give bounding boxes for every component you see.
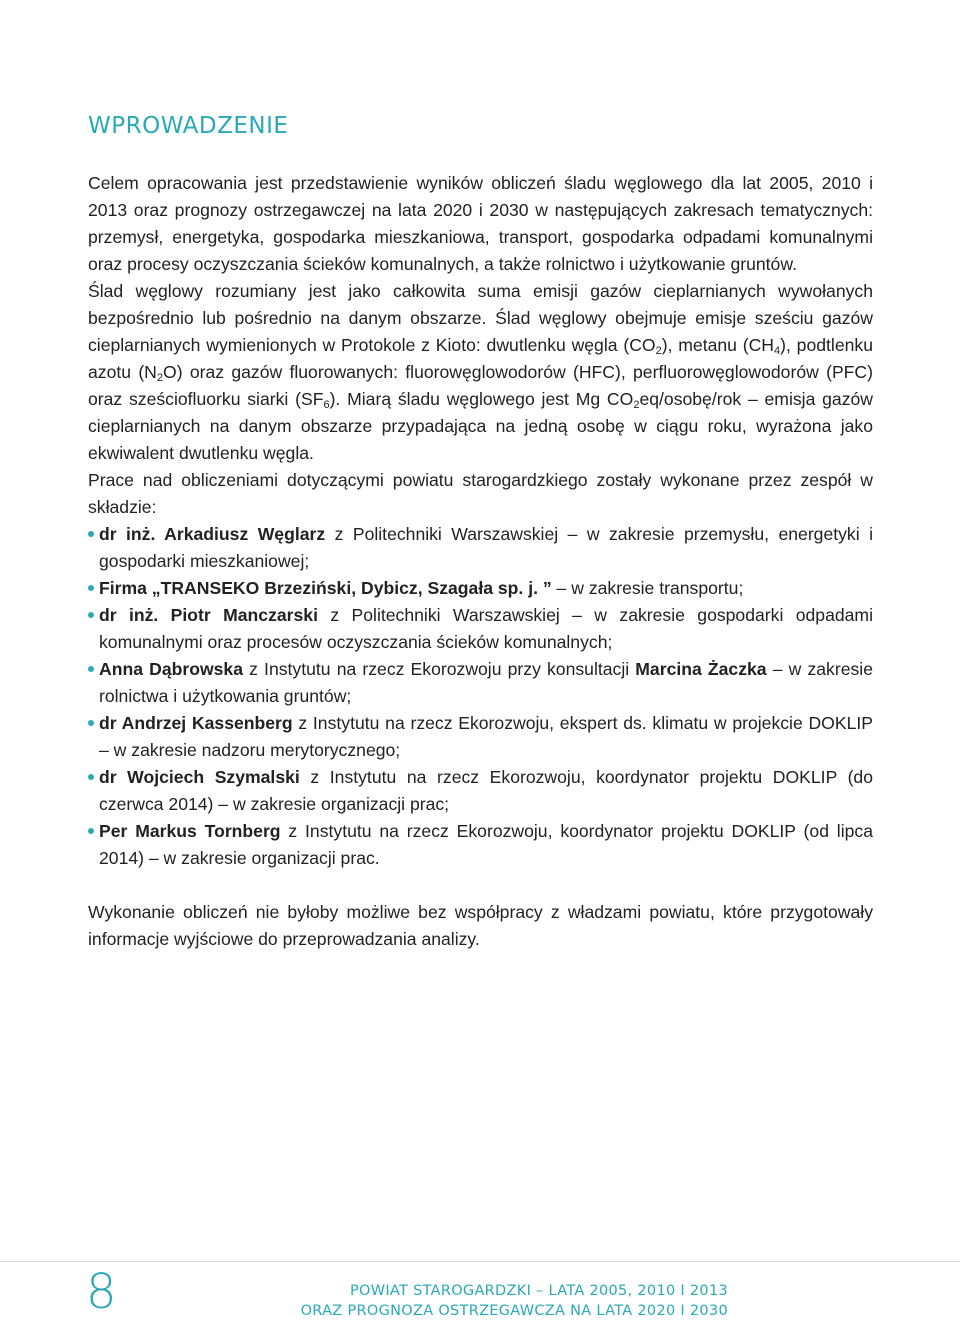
member-role: z Instytutu na rzecz Ekorozwoju, koordynator projektu DOKLIP (od lipca 2014) – w zakresie organizacji prac.	[99, 821, 873, 868]
member-role: – w zakresie transportu;	[551, 578, 744, 598]
footer-title	[301, 1281, 728, 1321]
bullet-icon	[88, 585, 94, 591]
team-list	[88, 521, 873, 872]
bullet-icon	[88, 828, 94, 834]
member-role: – w zakresie rolnictwa i użytkowania gruntów;	[99, 659, 873, 706]
bullet-icon	[88, 612, 94, 618]
member-role: z Instytutu na rzecz Ekorozwoju, koordynator projektu DOKLIP (do czerwca 2014) – w zakresie organizacji prac;	[99, 767, 874, 814]
gases-text-5: ). Miarą śladu węglowego jest Mg CO	[329, 389, 634, 409]
spacer	[88, 872, 873, 899]
closing-paragraph: Wykonanie obliczeń nie byłoby możliwe bez współpracy z władzami powiatu, które przygotowały informacje wyjściowe do przeprowadzania analizy.	[88, 902, 873, 949]
member-name: dr inż. Arkadiusz Węglarz	[99, 524, 326, 544]
list-item	[88, 656, 873, 710]
list-item	[88, 602, 873, 656]
bullet-icon	[88, 774, 94, 780]
member-role: z Politechniki Warszawskiej – w zakresie przemysłu, energetyki i gospodarki mieszkaniowej;	[99, 524, 873, 571]
consultant-name: Marcina Żaczka	[635, 659, 767, 679]
list-item	[88, 710, 873, 764]
gases-text-3: ), podtlenku azotu (N	[88, 335, 873, 382]
bullet-icon	[88, 666, 94, 672]
bullet-icon	[88, 531, 94, 537]
gases-text-1: Ślad węglowy obejmuje emisje sześciu gazów cieplarnianych wymienionych w Protokole z Kioto: dwutlenku węgla (CO	[88, 308, 873, 355]
gases-text-2: ), metanu (CH	[661, 335, 775, 355]
page-heading: WPROWADZENIE	[88, 113, 289, 139]
member-name: Per Markus Tornberg	[99, 821, 281, 841]
member-name: dr inż. Piotr Manczarski	[99, 605, 318, 625]
subscript-co2: 2	[655, 345, 662, 357]
gases-text-4: O) oraz gazów fluorowanych: fluorowęglowodorów (HFC), perfluorowęglowodorów (PFC) oraz sześciofluorku siarki (SF	[88, 362, 873, 409]
list-item	[88, 818, 873, 872]
list-item	[88, 764, 873, 818]
definition-text: Ślad węglowy rozumiany jest jako całkowita suma emisji gazów cieplarnianych wywołanych bezpośrednio lub pośrednio na danym obszarze.	[88, 281, 873, 328]
footer-title-line-2: ORAZ PROGNOZA OSTRZEGAWCZA NA LATA 2020 I 2030	[300, 1303, 728, 1319]
subscript-co2eq: 2	[633, 399, 640, 411]
bullet-icon	[88, 720, 94, 726]
intro-paragraph: Celem opracowania jest przedstawienie wyników obliczeń śladu węglowego dla lat 2005, 2010 i 2013 oraz prognozy ostrzegawczej na lata 2020 i 2030 w następujących zakresach tematycznych: przemysł, energetyka, gospodarka mieszkaniowa, transport, gospodarka odpadami komunalnymi oraz procesy oczyszczania ścieków komunalnych, a także rolnictwo i użytkowanie gruntów.	[88, 173, 873, 274]
team-intro-paragraph: Prace nad obliczeniami dotyczącymi powiatu starogardzkiego zostały wykonane przez zespół w składzie:	[88, 470, 873, 517]
subscript-n2o: 2	[156, 372, 164, 384]
list-item	[88, 521, 873, 575]
member-name: Firma „TRANSEKO Brzeziński, Dybicz, Szagała sp. j. ”	[99, 578, 552, 598]
definition-paragraph	[88, 278, 873, 467]
member-name: Anna Dąbrowska	[99, 659, 243, 679]
footer-title-line-1: POWIAT STAROGARDZKI – LATA 2005, 2010 I 2013	[349, 1283, 728, 1299]
gases-text-6: eq/osobę/rok – emisja gazów cieplarnianych na danym obszarze przypadająca na jedną osobę w ciągu roku, wyrażona jako ekwiwalent dwutlenku węgla.	[88, 389, 874, 463]
subscript-sf6: 6	[323, 399, 330, 411]
member-name: dr Wojciech Szymalski	[99, 767, 300, 787]
member-role: z Instytutu na rzecz Ekorozwoju przy konsultacji	[243, 659, 636, 679]
member-role: z Instytutu na rzecz Ekorozwoju, ekspert ds. klimatu w projekcie DOKLIP – w zakresie nadzoru merytorycznego;	[99, 713, 874, 760]
list-item	[88, 575, 873, 602]
member-role: z Politechniki Warszawskiej – w zakresie gospodarki odpadami komunalnymi oraz procesów oczyszczania ścieków komunalnych;	[99, 605, 873, 652]
main-content	[88, 170, 873, 953]
page-number: 8	[86, 1264, 117, 1320]
member-name: dr Andrzej Kassenberg	[99, 713, 293, 733]
subscript-ch4: 4	[774, 345, 781, 357]
footer-divider	[0, 1261, 960, 1262]
